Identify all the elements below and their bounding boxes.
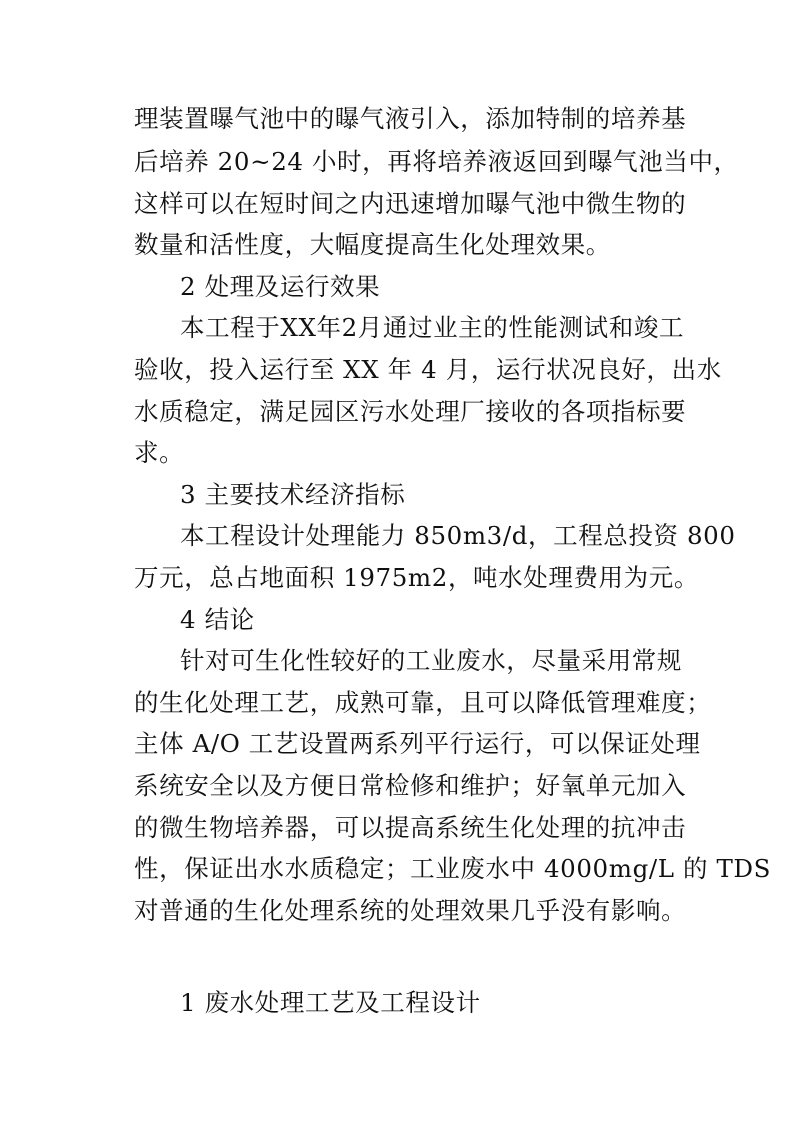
paragraph-line: 本工程设计处理能力 850m3/d，工程总投资 800 [180, 521, 736, 550]
paragraph-line: 万元，总占地面积 1975m2，吨水处理费用为元。 [134, 563, 699, 592]
paragraph-line: 水质稳定，满足园区污水处理厂接收的各项指标要 [134, 397, 687, 426]
section-heading: 4 结论 [180, 605, 255, 634]
paragraph-line: 后培养 20~24 小时，再将培养液返回到曝气池当中， [134, 147, 739, 176]
paragraph-line: 的生化处理工艺，成熟可靠，且可以降低管理难度； [134, 688, 712, 717]
paragraph-line: 的微生物培养器，可以提高系统生化处理的抗冲击 [134, 813, 687, 842]
paragraph-line: 这样可以在短时间之内迅速增加曝气池中微生物的 [134, 189, 687, 218]
paragraph-line: 系统安全以及方便日常检修和维护；好氧单元加入 [134, 771, 687, 800]
section-heading: 3 主要技术经济指标 [180, 480, 406, 509]
paragraph-line: 对普通的生化处理系统的处理效果几乎没有影响。 [134, 896, 687, 925]
section-heading: 1 废水处理工艺及工程设计 [180, 988, 481, 1017]
paragraph-line: 验收，投入运行至 XX 年 4 月，运行状况良好，出水 [134, 355, 722, 384]
paragraph-line: 求。 [134, 438, 185, 467]
paragraph-line: 理装置曝气池中的曝气液引入，添加特制的培养基 [134, 104, 687, 133]
paragraph-line: 性，保证出水水质稳定；工业废水中 4000mg/L 的 TDS [134, 854, 772, 883]
section-heading: 2 处理及运行效果 [180, 272, 381, 301]
paragraph-line: 主体 A/O 工艺设置两系列平行运行，可以保证处理 [134, 729, 701, 758]
paragraph-line: 数量和活性度，大幅度提高生化处理效果。 [134, 230, 611, 259]
paragraph-line: 针对可生化性较好的工业废水，尽量采用常规 [180, 646, 682, 675]
paragraph-line: 本工程于XX年2月通过业主的性能测试和竣工 [180, 313, 685, 342]
